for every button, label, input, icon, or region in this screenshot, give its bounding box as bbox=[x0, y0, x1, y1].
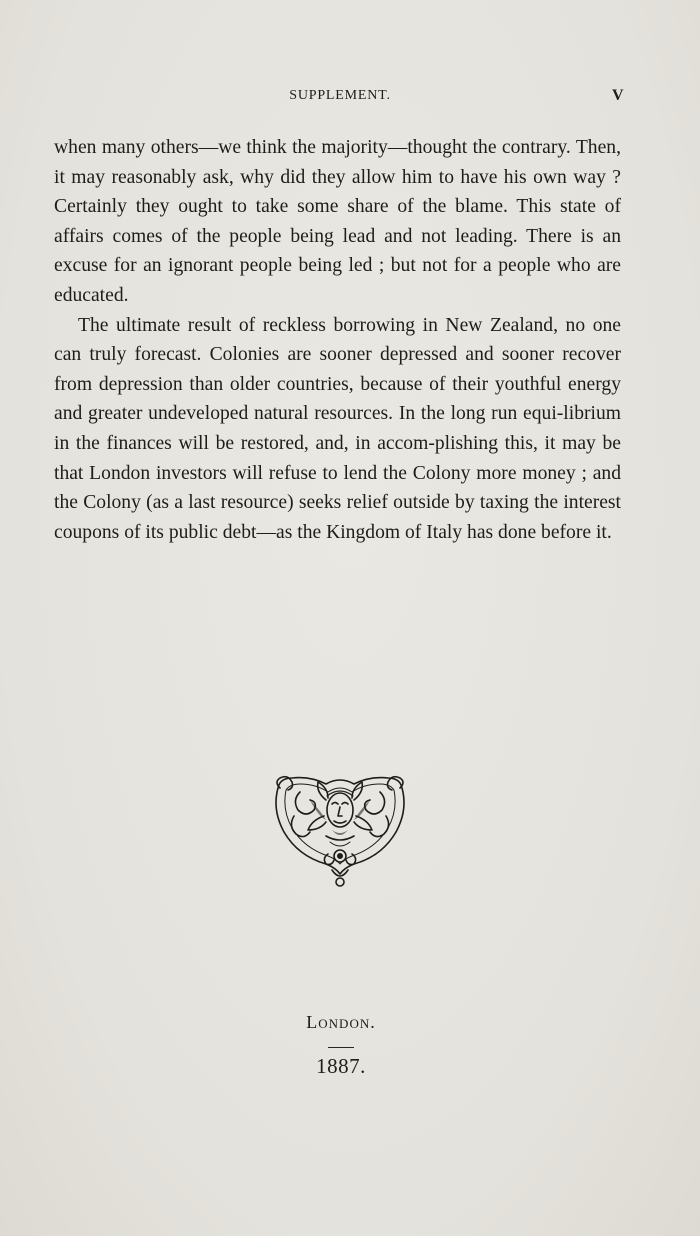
imprint-place: London. bbox=[306, 1012, 376, 1032]
paragraph-new-zealand: The ultimate result of reckless borrowing in New Zealand, no one can truly forecast. Colonies are sooner depressed and sooner recover from depression than older countries, because of their youthful energy and greater undeveloped natural resources. In the long run equi-librium in the finances will be restored, and, in accom-plishing this, it may be that London investors will refuse to lend the Colony more money ; and the Colony (as a last resource) seeks relief outside by taxing the interest coupons of its public debt—as the Kingdom of Italy has done before it. bbox=[54, 314, 621, 543]
page-header bbox=[54, 88, 626, 110]
paragraph-continued: when many others—we think the majority—thought the contrary. Then, it may reasonably ask, why did they allow him to have his own way ? Certainly they ought to take some share of the blame. This state of affairs comes of the people being lead and not leading. There is an excuse for an ignorant people being led ; but not for a people who are educated. bbox=[54, 137, 621, 306]
running-head: SUPPLEMENT. bbox=[289, 88, 391, 103]
imprint-rule bbox=[328, 1047, 354, 1048]
imprint-year: 1887. bbox=[316, 1054, 366, 1078]
body-text bbox=[54, 133, 621, 547]
foliate-mask-ornament-icon bbox=[270, 770, 410, 890]
page-number: V bbox=[611, 87, 624, 104]
